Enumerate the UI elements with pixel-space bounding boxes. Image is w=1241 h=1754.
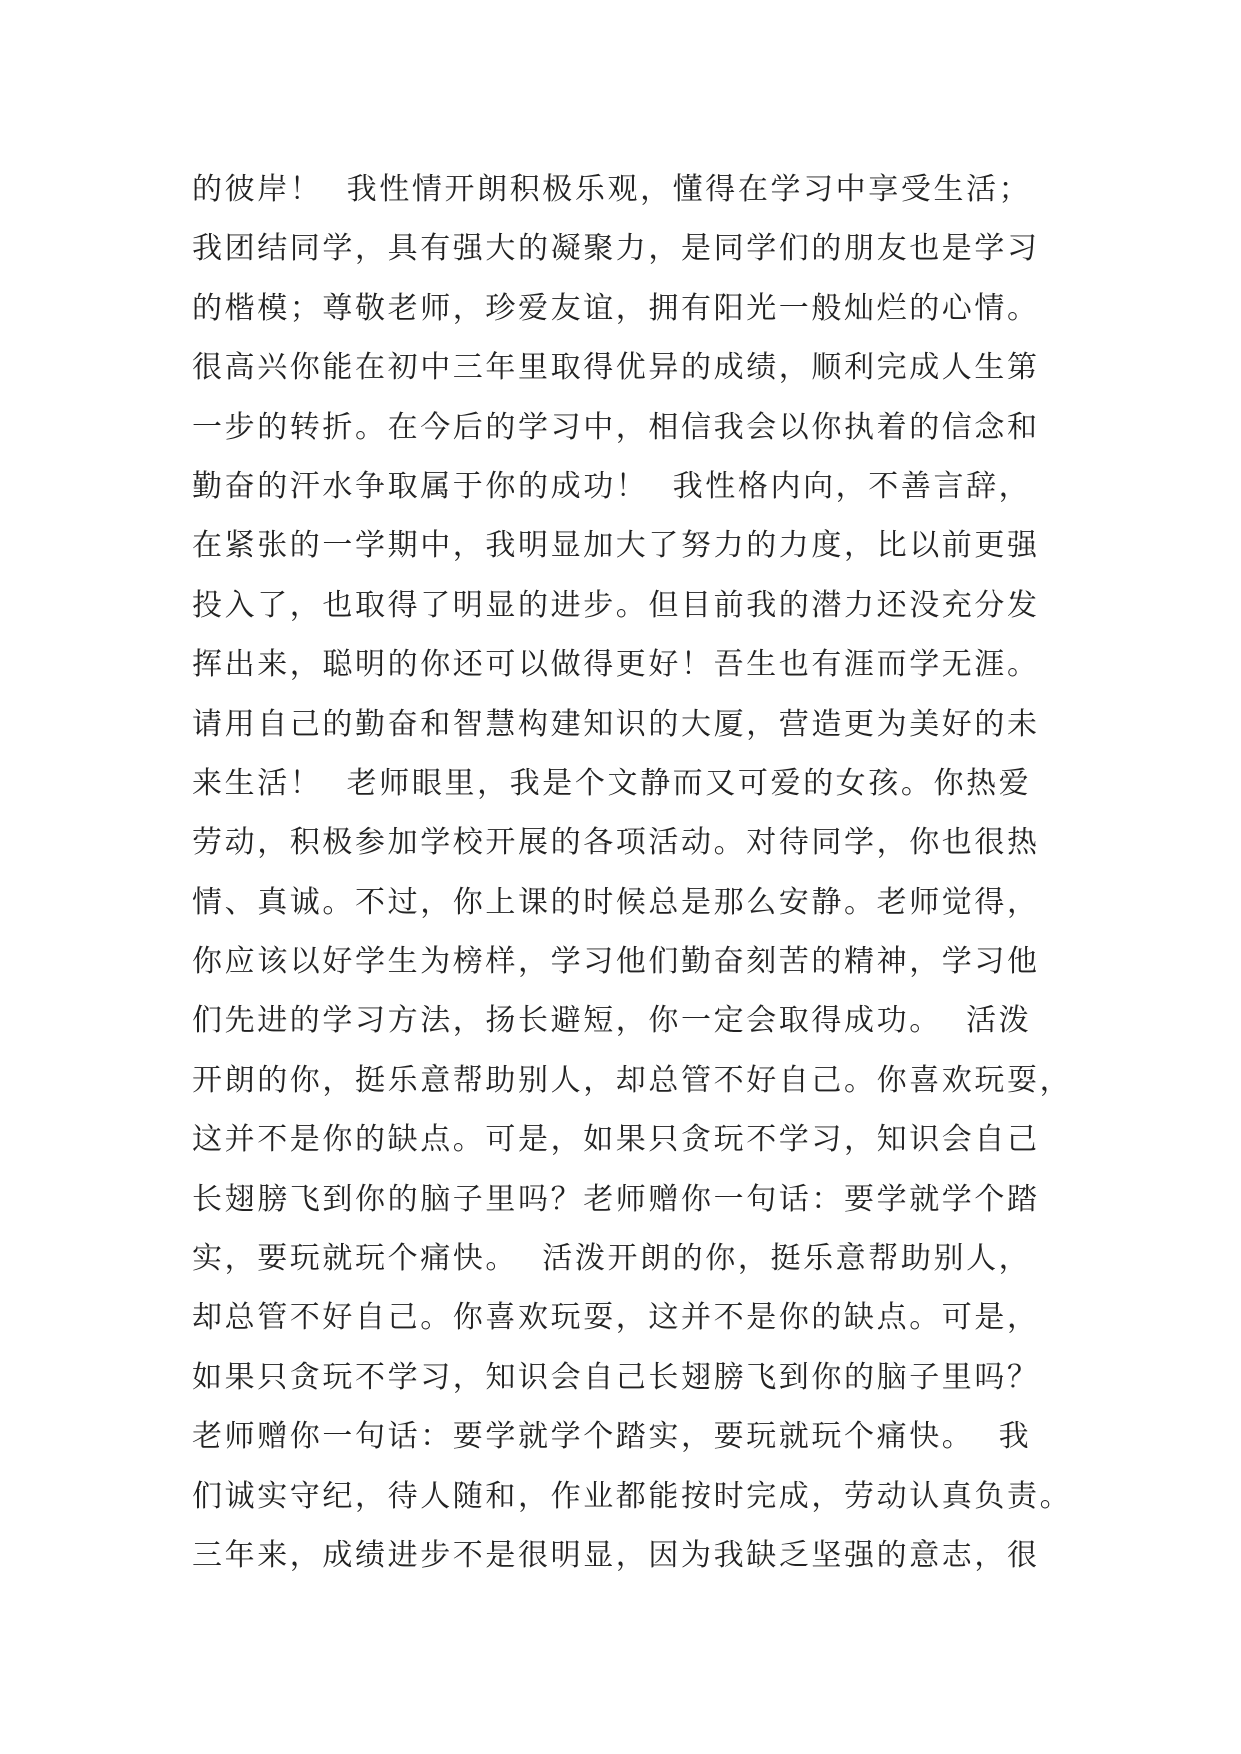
- text-line: 勤奋的汗水争取属于你的成功！ 我性格内向，不善言辞，: [192, 468, 1032, 504]
- text-line: 老师赠你一句话：要学就学个踏实，要玩就玩个痛快。 我: [192, 1419, 1032, 1455]
- text-line: 实，要玩就玩个痛快。 活泼开朗的你，挺乐意帮助别人，: [192, 1241, 1032, 1277]
- text-line: 情、真诚。不过，你上课的时候总是那么安静。老师觉得，: [192, 884, 1040, 920]
- text-line: 来生活！ 老师眼里，我是个文静而又可爱的女孩。你热爱: [192, 765, 1032, 801]
- text-line: 挥出来，聪明的你还可以做得更好！吾生也有涯而学无涯。: [192, 647, 1040, 683]
- text-line: 很高兴你能在初中三年里取得优异的成绩，顺利完成人生第: [192, 350, 1040, 386]
- text-line: 三年来，成绩进步不是很明显，因为我缺乏坚强的意志，很: [192, 1537, 1040, 1573]
- text-line: 开朗的你，挺乐意帮助别人，却总管不好自己。你喜欢玩耍，: [192, 1062, 1073, 1098]
- text-line: 一步的转折。在今后的学习中，相信我会以你执着的信念和: [192, 409, 1040, 445]
- text-line: 却总管不好自己。你喜欢玩耍，这并不是你的缺点。可是，: [192, 1300, 1040, 1336]
- text-line: 我团结同学，具有强大的凝聚力，是同学们的朋友也是学习: [192, 231, 1040, 267]
- text-line: 这并不是你的缺点。可是，如果只贪玩不学习，知识会自己: [192, 1122, 1040, 1158]
- text-line: 的楷模；尊敬老师，珍爱友谊，拥有阳光一般灿烂的心情。: [192, 290, 1040, 326]
- text-line: 你应该以好学生为榜样，学习他们勤奋刻苦的精神，学习他: [192, 944, 1040, 980]
- text-line: 如果只贪玩不学习，知识会自己长翅膀飞到你的脑子里吗？: [192, 1359, 1040, 1395]
- text-line: 投入了，也取得了明显的进步。但目前我的潜力还没充分发: [192, 587, 1040, 623]
- text-line: 在紧张的一学期中，我明显加大了努力的力度，比以前更强: [192, 528, 1040, 564]
- text-line: 们先进的学习方法，扬长避短，你一定会取得成功。 活泼: [192, 1003, 1032, 1039]
- text-line: 请用自己的勤奋和智慧构建知识的大厦，营造更为美好的未: [192, 706, 1040, 742]
- text-line: 长翅膀飞到你的脑子里吗？老师赠你一句话：要学就学个踏: [192, 1181, 1040, 1217]
- text-line: 劳动，积极参加学校开展的各项活动。对待同学，你也很热: [192, 825, 1040, 861]
- body-text: [192, 160, 1092, 1585]
- text-line: 的彼岸！ 我性情开朗积极乐观，懂得在学习中享受生活；: [192, 172, 1032, 207]
- text-line: 们诚实守纪，待人随和，作业都能按时完成，劳动认真负责。: [192, 1478, 1073, 1514]
